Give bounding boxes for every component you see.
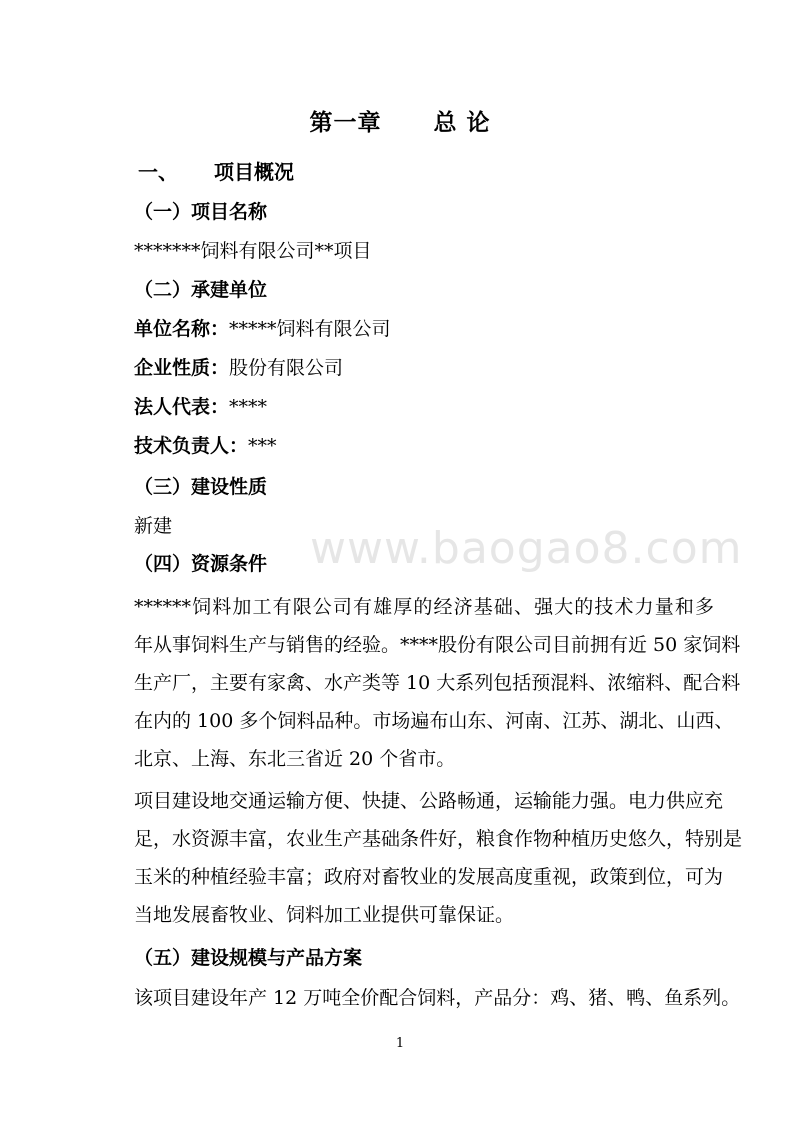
watermark: www.baogao8.com (310, 523, 743, 574)
resource-para2-line4: 当地发展畜牧业、饲料加工业提供可靠保证。 (134, 904, 515, 926)
tech-lead-value: *** (248, 435, 277, 457)
construction-nature: 新建 (134, 515, 173, 537)
tech-lead-row (134, 433, 277, 459)
enterprise-nature-row (134, 355, 343, 381)
subsection-heading-3: （三）建设性质 (134, 476, 268, 498)
section-heading (138, 159, 294, 185)
subsection-heading-4: （四）资源条件 (134, 553, 268, 575)
subsection-heading-2: （二）承建单位 (134, 279, 268, 301)
subsection-heading-1: （一）项目名称 (134, 201, 268, 223)
legal-rep-row (134, 394, 267, 420)
unit-name-row (134, 316, 391, 342)
page-number: 1 (395, 1036, 405, 1051)
tech-lead-label: 技术负责人： (134, 435, 249, 457)
resource-para2-line1: 项目建设地交通运输方便、快捷、公路畅通，运输能力强。电力供应充 (134, 790, 724, 812)
resource-para1-line3: 生产厂，主要有家禽、水产类等 10 大系列包括预混料、浓缩料、配合料 (134, 672, 741, 694)
resource-para1-line1: ******饲料加工有限公司有雄厚的经济基础、强大的技术力量和多 (134, 596, 714, 618)
chapter-title (0, 110, 800, 136)
unit-name-value: *****饲料有限公司 (229, 318, 391, 340)
legal-rep-value: **** (229, 396, 268, 418)
chapter-name: 总 论 (433, 109, 491, 136)
legal-rep-label: 法人代表： (134, 396, 230, 418)
enterprise-nature-label: 企业性质： (134, 357, 230, 379)
resource-para2-line2: 足，水资源丰富，农业生产基础条件好，粮食作物种植历史悠久，特别是 (134, 828, 743, 850)
enterprise-nature-value: 股份有限公司 (229, 357, 344, 379)
subsection-heading-5: （五）建设规模与产品方案 (134, 947, 363, 969)
unit-name-label: 单位名称： (134, 318, 230, 340)
resource-para2-line3: 玉米的种植经验丰富；政府对畜牧业的发展高度重视，政策到位，可为 (134, 866, 724, 888)
project-name: *******饲料有限公司**项目 (134, 240, 372, 262)
resource-para1-line2: 年从事饲料生产与销售的经验。****股份有限公司目前拥有近 50 家饲料 (134, 634, 741, 656)
chapter-number: 第一章 (309, 109, 382, 136)
resource-para1-line4: 在内的 100 多个饲料品种。市场遍布山东、河南、江苏、湖北、山西、 (134, 710, 734, 732)
section-title: 项目概况 (214, 160, 294, 184)
section-number: 一、 (138, 160, 178, 184)
resource-para1-line5: 北京、上海、东北三省近 20 个省市。 (134, 748, 456, 770)
scale-text: 该项目建设年产 12 万吨全价配合饲料，产品分：鸡、猪、鸭、鱼系列。 (134, 987, 741, 1009)
